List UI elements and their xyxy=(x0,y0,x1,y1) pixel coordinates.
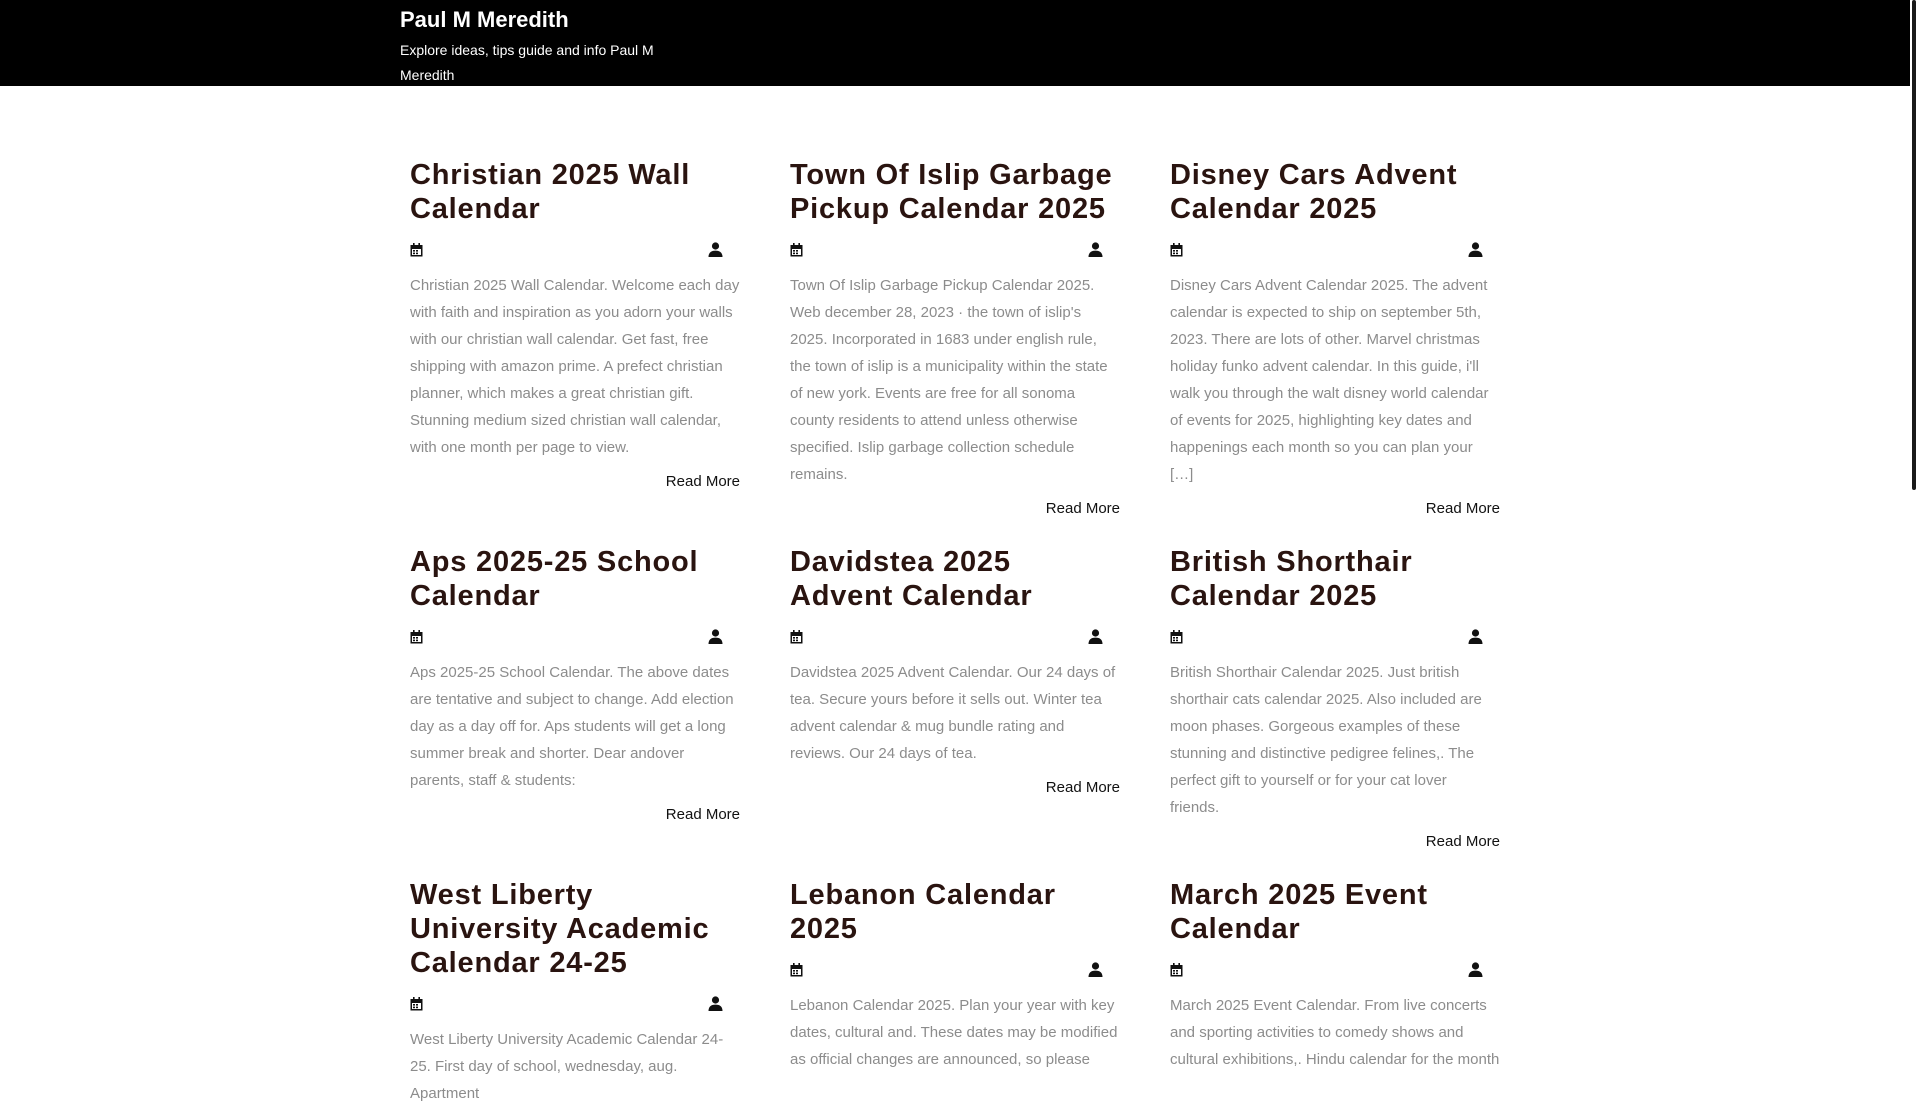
post-card xyxy=(790,878,1120,1073)
post-title-link[interactable]: Aps 2025-25 School Calendar xyxy=(410,546,699,612)
post-meta xyxy=(1170,238,1500,262)
user-icon xyxy=(708,629,723,644)
site-header xyxy=(0,0,1910,86)
user-icon xyxy=(708,242,723,257)
user-icon xyxy=(1088,242,1103,257)
post-meta xyxy=(1170,958,1500,982)
post-excerpt: Christian 2025 Wall Calendar. Welcome each day with faith and inspiration as you adorn your walls with our christian wall calendar. Get fast, free shipping with amazon prime. A prefect christian planner, which makes a great christian gift. Stunning medium sized christian wall calendar, with one month per page to view. xyxy=(410,277,740,456)
post-title-link[interactable]: Disney Cars Advent Calendar 2025 xyxy=(1170,159,1458,225)
calendar-icon xyxy=(790,630,803,644)
post-excerpt: West Liberty University Academic Calendar 24-25. First day of school, wednesday, aug. Apartment xyxy=(410,1031,724,1102)
user-icon xyxy=(1468,962,1483,977)
calendar-icon xyxy=(410,243,423,257)
post-title-link[interactable]: Lebanon Calendar 2025 xyxy=(790,879,1056,945)
read-more-link[interactable]: Read More xyxy=(1425,833,1500,850)
post-meta xyxy=(790,958,1120,982)
calendar-icon xyxy=(1170,243,1183,257)
post-card xyxy=(410,545,740,824)
post-card xyxy=(790,545,1120,797)
post-excerpt: March 2025 Event Calendar. From live concerts and sporting activities to comedy shows and cultural exhibitions,. Hindu calendar for the month xyxy=(1170,997,1500,1068)
post-meta xyxy=(1170,625,1500,649)
post-meta xyxy=(790,238,1120,262)
post-meta xyxy=(790,625,1120,649)
post-title-link[interactable]: Town Of Islip Garbage Pickup Calendar 2025 xyxy=(790,159,1113,225)
user-icon xyxy=(1088,629,1103,644)
read-more-link[interactable]: Read More xyxy=(665,473,740,490)
post-card xyxy=(1170,878,1500,1073)
calendar-icon xyxy=(1170,963,1183,977)
post-title-link[interactable]: Christian 2025 Wall Calendar xyxy=(410,159,691,225)
post-excerpt: Disney Cars Advent Calendar 2025. The advent calendar is expected to ship on september 5th, 2023. There are lots of other. Marvel christmas holiday funko advent calendar. In this guide, i'll walk you through the walt disney world calendar of events for 2025, highlighting key dates and happenings each month so you can plan your […] xyxy=(1170,277,1489,483)
read-more-link[interactable]: Read More xyxy=(1045,500,1120,517)
post-title-link[interactable]: West Liberty University Academic Calendar 24-25 xyxy=(410,879,710,979)
post-card xyxy=(1170,158,1500,518)
calendar-icon xyxy=(790,963,803,977)
post-title-link[interactable]: Davidstea 2025 Advent Calendar xyxy=(790,546,1033,612)
user-icon xyxy=(708,996,723,1011)
post-meta xyxy=(410,625,740,649)
site-description: Explore ideas, tips guide and info Paul M Meredith xyxy=(400,42,654,83)
post-excerpt: Lebanon Calendar 2025. Plan your year with key dates, cultural and. These dates may be modified as official changes are announced, so please xyxy=(790,997,1118,1068)
user-icon xyxy=(1468,242,1483,257)
calendar-icon xyxy=(790,243,803,257)
post-card xyxy=(410,878,740,1107)
post-excerpt: Aps 2025-25 School Calendar. The above dates are tentative and subject to change. Add election day as a day off for. Aps students will get a long summer break and shorter. Dear andover parents, staff & students: xyxy=(410,664,734,789)
post-excerpt: British Shorthair Calendar 2025. Just british shorthair cats calendar 2025. Also included are moon phases. Gorgeous examples of these stunning and distinctive pedigree felines,. The perfect gift to yourself or for your cat lover friends. xyxy=(1170,664,1482,816)
post-excerpt: Town Of Islip Garbage Pickup Calendar 2025. Web december 28, 2023 · the town of islip's 2025. Incorporated in 1683 under english rule, the town of islip is a municipality within the state of new york. Events are free for all sonoma county residents to attend unless otherwise specified. Islip garbage collection schedule remains. xyxy=(790,277,1108,483)
scrollbar-thumb[interactable] xyxy=(1912,0,1916,490)
post-title-link[interactable]: March 2025 Event Calendar xyxy=(1170,879,1428,945)
user-icon xyxy=(1468,629,1483,644)
calendar-icon xyxy=(410,630,423,644)
post-meta xyxy=(410,992,740,1016)
post-meta xyxy=(410,238,740,262)
post-title-link[interactable]: British Shorthair Calendar 2025 xyxy=(1170,546,1413,612)
post-card xyxy=(1170,545,1500,851)
post-excerpt: Davidstea 2025 Advent Calendar. Our 24 days of tea. Secure yours before it sells out. Winter tea advent calendar & mug bundle rating and reviews. Our 24 days of tea. xyxy=(790,664,1116,762)
post-card xyxy=(410,158,740,491)
post-card xyxy=(790,158,1120,518)
read-more-link[interactable]: Read More xyxy=(1045,779,1120,796)
read-more-link[interactable]: Read More xyxy=(1425,500,1500,517)
read-more-link[interactable]: Read More xyxy=(665,806,740,823)
calendar-icon xyxy=(410,997,423,1011)
user-icon xyxy=(1088,962,1103,977)
calendar-icon xyxy=(1170,630,1183,644)
site-title-link[interactable]: Paul M Meredith xyxy=(400,7,569,32)
site-branding xyxy=(400,6,700,88)
